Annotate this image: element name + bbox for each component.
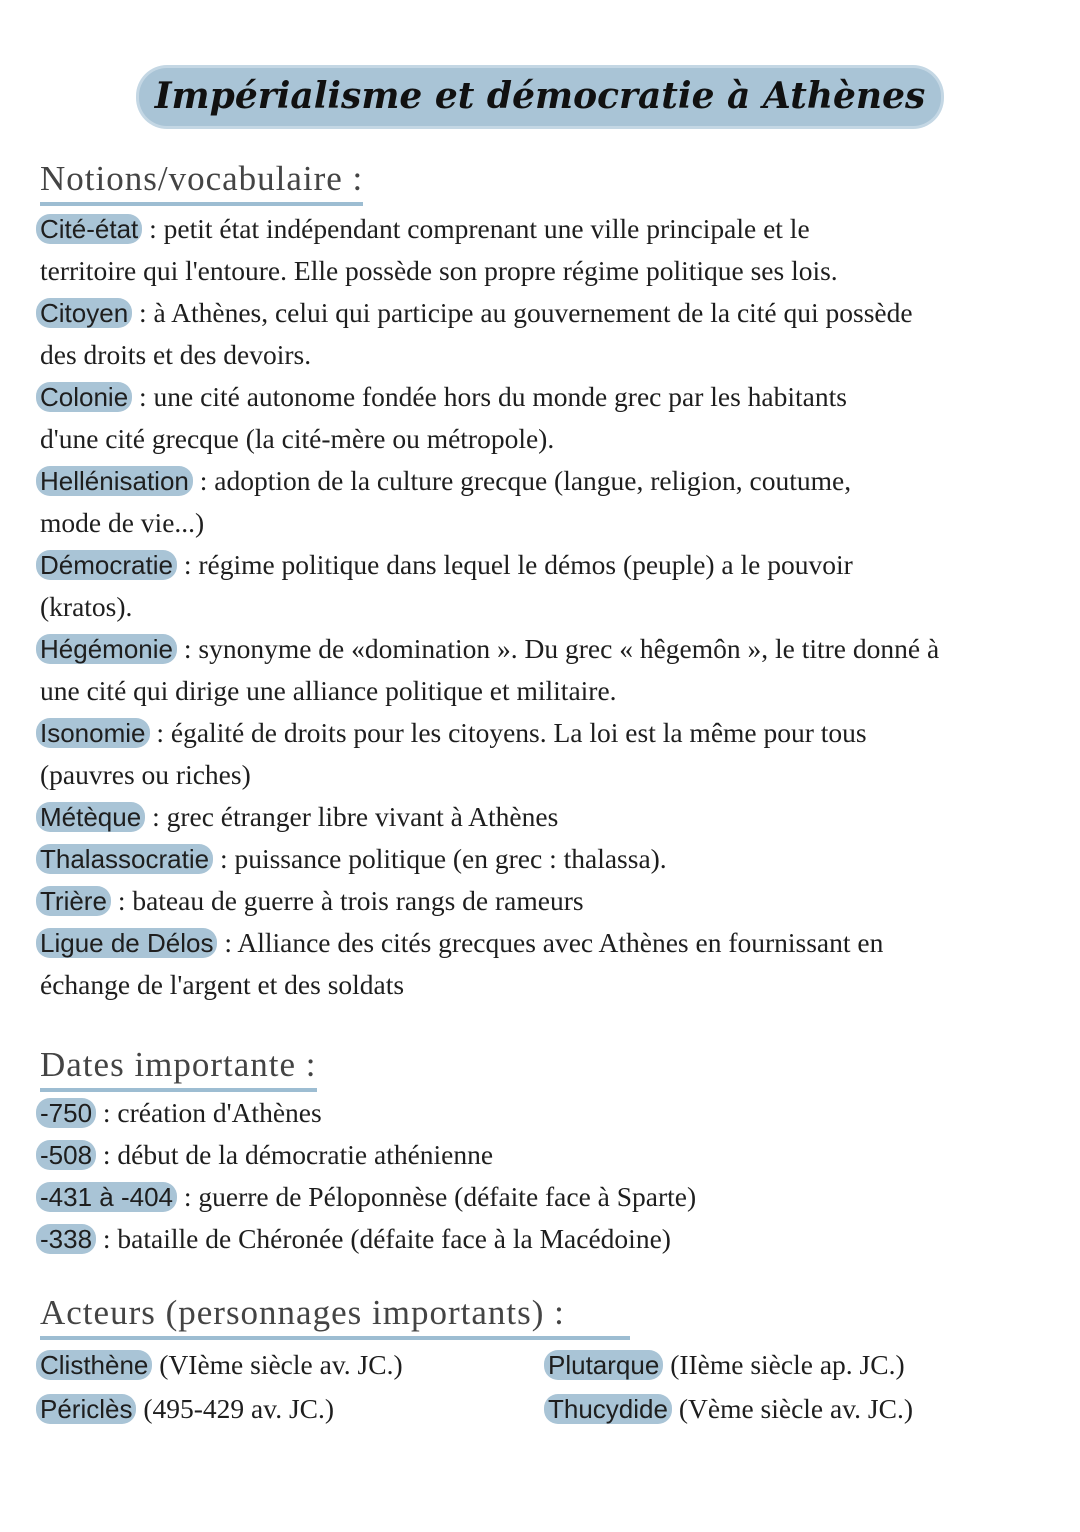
- date-line: [40, 1134, 1050, 1176]
- notion-text: : égalité de droits pour les citoyens. La loi est la même pour tous: [149, 717, 867, 748]
- notion-text: (kratos).: [40, 591, 133, 622]
- actor-name: Clisthène: [36, 1350, 152, 1380]
- actor-item: [548, 1388, 913, 1430]
- notion-line: [40, 376, 1050, 418]
- date-term: -508: [36, 1140, 96, 1170]
- notion-text: : synonyme de «domination ». Du grec « hêgemôn », le titre donné à: [176, 633, 940, 664]
- notion-term: Hégémonie: [36, 634, 177, 664]
- notion-text: : adoption de la culture grecque (langue, religion, coutume,: [192, 465, 852, 496]
- notion-text: : à Athènes, celui qui participe au gouvernement de la cité qui possède: [132, 297, 913, 328]
- notion-term: Trière: [36, 886, 111, 916]
- notions-heading: Notions/vocabulaire :: [40, 158, 363, 206]
- notion-line: [40, 796, 1050, 838]
- notion-term: Thalassocratie: [36, 844, 213, 874]
- actor-name: Périclès: [36, 1394, 136, 1424]
- actor-row: [40, 1344, 1060, 1388]
- notion-line: [40, 922, 1050, 964]
- actor-name: Thucydide: [544, 1394, 672, 1424]
- notion-text: : Alliance des cités grecques avec Athènes en fournissant en: [217, 927, 884, 958]
- notion-term: Hellénisation: [36, 466, 193, 496]
- dates-heading: Dates importante :: [40, 1044, 317, 1092]
- notion-line: [40, 334, 1050, 376]
- date-term: -338: [36, 1224, 96, 1254]
- notions-list: [40, 208, 1050, 1006]
- notion-line: [40, 502, 1050, 544]
- notion-text: (pauvres ou riches): [40, 759, 251, 790]
- notion-term: Citoyen: [36, 298, 132, 328]
- actor-item: [40, 1388, 334, 1430]
- date-line: [40, 1176, 1050, 1218]
- notion-line: [40, 418, 1050, 460]
- notion-text: : petit état indépendant comprenant une ville principale et le: [142, 213, 810, 244]
- date-line: [40, 1092, 1050, 1134]
- notion-line: [40, 670, 1050, 712]
- notion-line: [40, 586, 1050, 628]
- actor-period: (IIème siècle ap. JC.): [663, 1349, 905, 1380]
- date-text: : début de la démocratie athénienne: [96, 1139, 494, 1170]
- actors-list: [40, 1344, 1060, 1432]
- notion-line: [40, 712, 1050, 754]
- notion-line: [40, 250, 1050, 292]
- notion-line: [40, 628, 1050, 670]
- actors-heading: Acteurs (personnages importants) :: [40, 1292, 630, 1340]
- notion-term: Isonomie: [36, 718, 150, 748]
- notion-line: [40, 292, 1050, 334]
- notion-text: échange de l'argent et des soldats: [40, 969, 405, 1000]
- notion-text: : régime politique dans lequel le démos (peuple) a le pouvoir: [176, 549, 853, 580]
- notion-line: [40, 754, 1050, 796]
- date-term: -750: [36, 1098, 96, 1128]
- actor-item: [548, 1344, 905, 1386]
- notion-text: mode de vie...): [40, 507, 205, 538]
- notion-term: Colonie: [36, 382, 132, 412]
- title-wrapper: [0, 68, 1080, 126]
- notion-line: [40, 880, 1050, 922]
- actor-item: [40, 1344, 403, 1386]
- notion-line: [40, 208, 1050, 250]
- notion-line: [40, 838, 1050, 880]
- notion-text: territoire qui l'entoure. Elle possède son propre régime politique ses lois.: [40, 255, 838, 286]
- actor-period: (Vème siècle av. JC.): [671, 1393, 914, 1424]
- notion-text: : bateau de guerre à trois rangs de rameurs: [110, 885, 584, 916]
- date-text: : guerre de Péloponnèse (défaite face à Sparte): [176, 1181, 697, 1212]
- notion-text: d'une cité grecque (la cité-mère ou métropole).: [40, 423, 555, 454]
- notion-term: Démocratie: [36, 550, 177, 580]
- notion-term: Métèque: [36, 802, 145, 832]
- date-line: [40, 1218, 1050, 1260]
- actor-row: [40, 1388, 1060, 1432]
- notion-term: Ligue de Délos: [36, 928, 217, 958]
- dates-list: [40, 1092, 1050, 1260]
- date-text: : création d'Athènes: [96, 1097, 322, 1128]
- actor-name: Plutarque: [544, 1350, 663, 1380]
- notion-term: Cité-état: [36, 214, 142, 244]
- date-term: -431 à -404: [36, 1182, 177, 1212]
- notion-text: des droits et des devoirs.: [40, 339, 312, 370]
- notion-text: une cité qui dirige une alliance politique et militaire.: [40, 675, 617, 706]
- notion-text: : puissance politique (en grec : thalassa).: [213, 843, 667, 874]
- page-title: Impérialisme et démocratie à Athènes: [139, 68, 942, 126]
- notion-text: : une cité autonome fondée hors du monde grec par les habitants: [132, 381, 847, 412]
- actor-period: (495-429 av. JC.): [136, 1393, 335, 1424]
- notion-line: [40, 460, 1050, 502]
- notion-text: : grec étranger libre vivant à Athènes: [145, 801, 559, 832]
- notion-line: [40, 964, 1050, 1006]
- notion-line: [40, 544, 1050, 586]
- date-text: : bataille de Chéronée (défaite face à la Macédoine): [96, 1223, 671, 1254]
- actor-period: (VIème siècle av. JC.): [152, 1349, 403, 1380]
